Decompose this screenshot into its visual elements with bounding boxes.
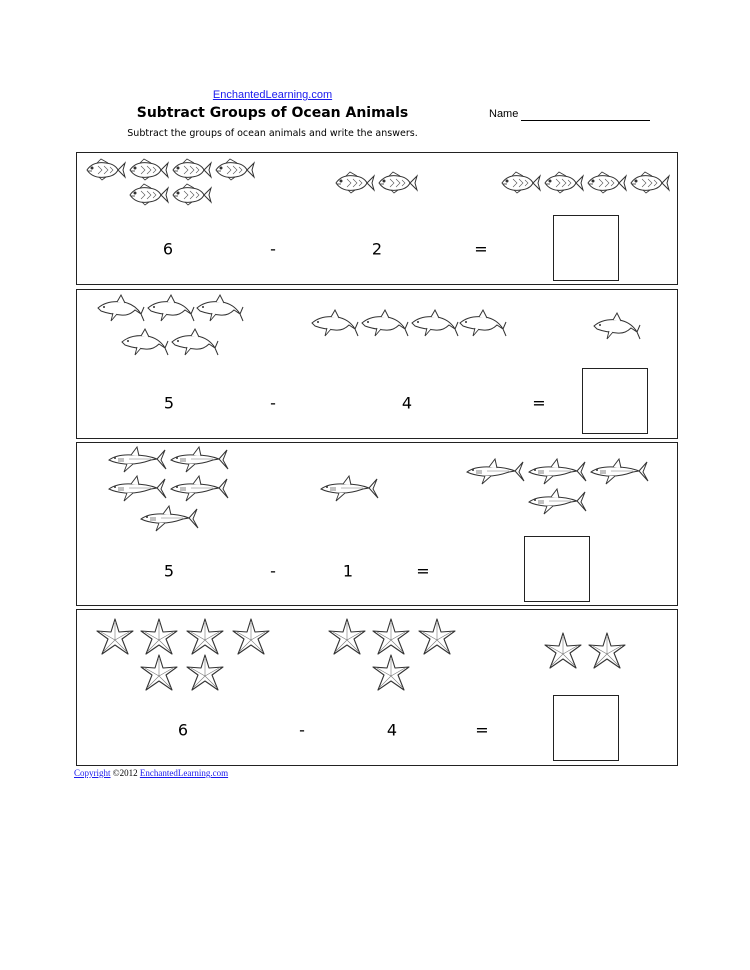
dolphin-icon bbox=[359, 309, 409, 343]
copyright-year: ©2012 bbox=[110, 768, 140, 778]
shark-icon bbox=[589, 459, 649, 485]
fish-icon bbox=[170, 159, 212, 181]
starfish-icon bbox=[95, 618, 135, 656]
starfish-icon bbox=[417, 618, 457, 656]
name-label: Name bbox=[489, 108, 519, 120]
fish-icon bbox=[127, 159, 169, 181]
shark-icon bbox=[107, 447, 167, 473]
shark-icon bbox=[527, 489, 587, 515]
copyright-link[interactable]: Copyright bbox=[74, 768, 111, 778]
dolphin-icon bbox=[194, 294, 244, 328]
answer-box[interactable] bbox=[524, 536, 590, 602]
dolphin-icon bbox=[591, 312, 641, 346]
dolphin-icon bbox=[409, 309, 459, 343]
dolphin-icon bbox=[309, 309, 359, 343]
dolphin-icon bbox=[145, 294, 195, 328]
footer-site-link[interactable]: EnchantedLearning.com bbox=[139, 768, 229, 778]
problem-panel-fish bbox=[76, 152, 678, 285]
problem-panel-starfish bbox=[76, 609, 678, 766]
page-title: Subtract Groups of Ocean Animals bbox=[136, 105, 409, 121]
fish-icon bbox=[376, 172, 418, 194]
fish-icon bbox=[213, 159, 255, 181]
instructions: Subtract the groups of ocean animals and write the answers. bbox=[127, 128, 418, 139]
starfish-icon bbox=[185, 654, 225, 692]
problem-panel-dolphin bbox=[76, 289, 678, 439]
footer bbox=[74, 768, 228, 778]
fish-icon bbox=[585, 172, 627, 194]
dolphin-icon bbox=[169, 328, 219, 362]
minus-sign: - bbox=[270, 561, 276, 581]
minus-sign: - bbox=[299, 720, 305, 740]
answer-box[interactable] bbox=[553, 215, 619, 281]
shark-icon bbox=[169, 476, 229, 502]
starfish-icon bbox=[139, 654, 179, 692]
equals-sign: = bbox=[416, 561, 430, 581]
shark-icon bbox=[465, 459, 525, 485]
first-number: 6 bbox=[177, 720, 189, 740]
fish-icon bbox=[84, 159, 126, 181]
fish-icon bbox=[127, 184, 169, 206]
fish-icon bbox=[333, 172, 375, 194]
starfish-icon bbox=[327, 618, 367, 656]
equals-sign: = bbox=[474, 239, 488, 259]
answer-box[interactable] bbox=[582, 368, 648, 434]
starfish-icon bbox=[185, 618, 225, 656]
shark-icon bbox=[527, 459, 587, 485]
name-field[interactable] bbox=[521, 120, 650, 121]
starfish-icon bbox=[371, 654, 411, 692]
answer-box[interactable] bbox=[553, 695, 619, 761]
starfish-icon bbox=[139, 618, 179, 656]
starfish-icon bbox=[587, 632, 627, 670]
shark-icon bbox=[107, 476, 167, 502]
dolphin-icon bbox=[95, 294, 145, 328]
dolphin-icon bbox=[119, 328, 169, 362]
fish-icon bbox=[170, 184, 212, 206]
dolphin-icon bbox=[457, 309, 507, 343]
second-number: 4 bbox=[401, 393, 413, 413]
fish-icon bbox=[542, 172, 584, 194]
first-number: 5 bbox=[163, 393, 175, 413]
first-number: 5 bbox=[163, 561, 175, 581]
site-link[interactable]: EnchantedLearning.com bbox=[212, 89, 333, 101]
shark-icon bbox=[139, 506, 199, 532]
problem-panel-shark bbox=[76, 442, 678, 606]
shark-icon bbox=[169, 447, 229, 473]
minus-sign: - bbox=[270, 239, 276, 259]
shark-icon bbox=[319, 476, 379, 502]
minus-sign: - bbox=[270, 393, 276, 413]
equals-sign: = bbox=[532, 393, 546, 413]
starfish-icon bbox=[371, 618, 411, 656]
second-number: 4 bbox=[386, 720, 398, 740]
second-number: 2 bbox=[371, 239, 383, 259]
starfish-icon bbox=[543, 632, 583, 670]
fish-icon bbox=[499, 172, 541, 194]
starfish-icon bbox=[231, 618, 271, 656]
first-number: 6 bbox=[162, 239, 174, 259]
second-number: 1 bbox=[342, 561, 354, 581]
equals-sign: = bbox=[475, 720, 489, 740]
fish-icon bbox=[628, 172, 670, 194]
